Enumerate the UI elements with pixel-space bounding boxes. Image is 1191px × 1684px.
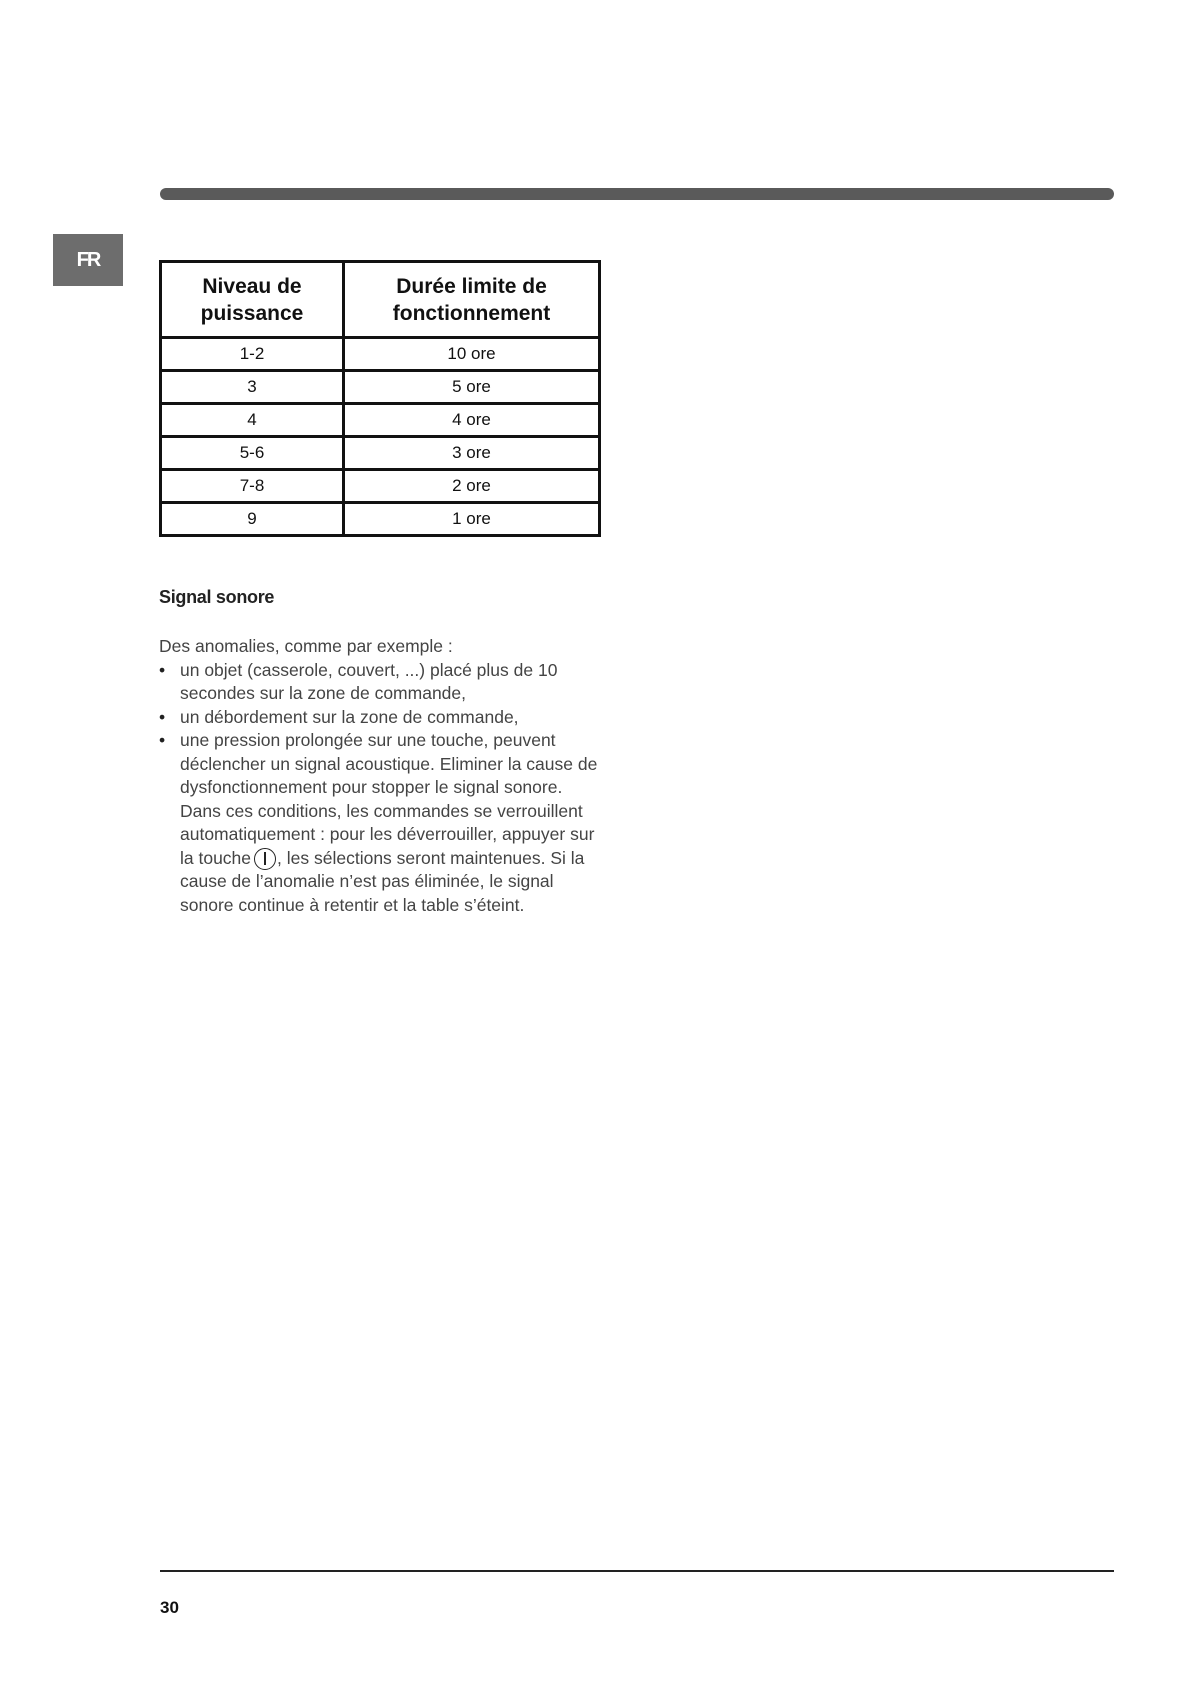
time-limit-cell: 10 ore xyxy=(344,338,600,371)
power-level-cell: 1-2 xyxy=(161,338,344,371)
column-header-time-limit: Durée limite de fonctionnement xyxy=(344,262,600,338)
table-row xyxy=(161,371,600,404)
list-item xyxy=(159,729,599,917)
top-divider xyxy=(160,188,1114,200)
section-title: Signal sonore xyxy=(159,587,275,607)
power-level-cell: 7-8 xyxy=(161,470,344,503)
anomaly-list xyxy=(159,659,599,918)
power-level-cell: 5-6 xyxy=(161,437,344,470)
table-row xyxy=(161,338,600,371)
page-number: 30 xyxy=(160,1598,179,1617)
intro-text: Des anomalies, comme par exemple : xyxy=(159,636,453,656)
power-level-cell: 3 xyxy=(161,371,344,404)
table-row xyxy=(161,437,600,470)
list-item-text-continued: , les sélections seront maintenues. Si la cause de l’anomalie n’est pas éliminée, le signal sonore continue à retentir et la table s’éteint. xyxy=(180,847,585,915)
list-item-text: une pression prolongée sur une touche, peuvent déclencher un signal acoustique. Eliminer la cause de dysfonctionnement pour stopper le signal sonore. Dans ces conditions, les commandes se verrouillent automatiquement : pour les déverrouiller, appuyer sur la touche xyxy=(180,730,598,868)
time-limit-cell: 1 ore xyxy=(344,503,600,536)
time-limit-cell: 5 ore xyxy=(344,371,600,404)
table-header-row xyxy=(161,262,600,338)
column-header-power-level: Niveau de puissance xyxy=(161,262,344,338)
list-item: • un objet (casserole, couvert, ...) placé plus de 10 secondes sur la zone de commande, xyxy=(159,659,599,706)
time-limit-cell: 4 ore xyxy=(344,404,600,437)
power-key-icon xyxy=(254,848,276,870)
table-row xyxy=(161,470,600,503)
bottom-divider xyxy=(160,1570,1114,1572)
section-body xyxy=(159,635,599,917)
list-item: • un débordement sur la zone de commande, xyxy=(159,706,599,730)
time-limit-cell: 2 ore xyxy=(344,470,600,503)
language-tab: FR xyxy=(53,234,123,286)
power-level-cell: 4 xyxy=(161,404,344,437)
time-limit-cell: 3 ore xyxy=(344,437,600,470)
table-row xyxy=(161,404,600,437)
table-row xyxy=(161,503,600,536)
power-level-cell: 9 xyxy=(161,503,344,536)
power-level-table xyxy=(159,260,601,537)
